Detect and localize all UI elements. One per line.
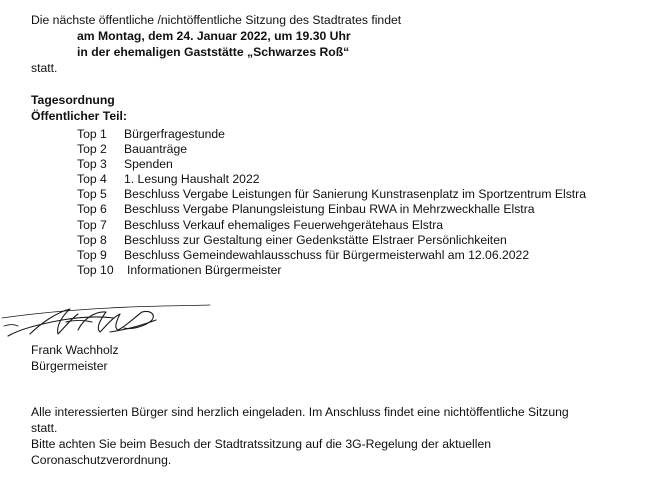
footer-regulation: Coronaschutzverordnung.: [31, 453, 172, 467]
agenda-item-text: Beschluss zur Gestaltung einer Gedenkstätte Elstraer Persönlichkeiten: [124, 232, 507, 247]
agenda-item-number: Top 7: [77, 217, 107, 232]
agenda-item-text: Beschluss Gemeindewahlausschuss für Bürgermeisterwahl am 12.06.2022: [124, 247, 530, 262]
list-item: [77, 127, 586, 142]
list-item: [77, 172, 586, 187]
agenda-item-text: Spenden: [124, 157, 173, 172]
signatory-name: Frank Wachholz: [31, 343, 119, 357]
signatory-title: Bürgermeister: [31, 359, 108, 373]
agenda-item-number: Top 9: [77, 247, 107, 262]
list-item: [77, 157, 586, 172]
agenda-item-text: Bürgerfragestunde: [124, 127, 225, 141]
meeting-location: in der ehemaligen Gaststätte „Schwarzes Roß“: [77, 45, 350, 59]
agenda-item-number: Top 3: [77, 157, 107, 172]
list-item: [77, 233, 586, 248]
agenda-item-text: Beschluss Vergabe Planungsleistung Einbau RWA in Mehrzweckhalle Elstra: [124, 202, 535, 217]
intro-statt: statt.: [31, 61, 58, 75]
agenda-item-number: Top 10: [77, 262, 114, 277]
agenda-item-number: Top 4: [77, 172, 107, 187]
footer-statt: statt.: [31, 421, 58, 435]
meeting-date: am Montag, dem 24. Januar 2022, um 19.30 Uhr: [77, 29, 351, 43]
list-item: [77, 187, 586, 202]
list-item: [77, 202, 586, 217]
agenda-item-text: 1. Lesung Haushalt 2022: [124, 172, 260, 187]
agenda-heading: Tagesordnung: [31, 93, 115, 107]
agenda-item-text: Informationen Bürgermeister: [127, 262, 282, 277]
handwritten-signature: [0, 296, 220, 344]
footer-invitation: Alle interessierten Bürger sind herzlich eingeladen. Im Anschluss findet eine nichtöffentliche Sitzung: [31, 405, 569, 419]
agenda-item-text: Bauanträge: [124, 142, 188, 157]
list-item: [77, 263, 586, 278]
list-item: [77, 142, 586, 157]
footer-3g-notice: Bitte achten Sie beim Besuch der Stadtratssitzung auf die 3G-Regelung der aktuellen: [31, 437, 492, 451]
list-item: [77, 248, 586, 263]
agenda-item-text: Beschluss Verkauf ehemaliges Feuerwehgerätehaus Elstra: [124, 217, 444, 232]
agenda-item-number: Top 5: [77, 187, 107, 202]
intro-line: Die nächste öffentliche /nichtöffentliche Sitzung des Stadtrates findet: [31, 13, 402, 27]
agenda-subheading: Öffentlicher Teil:: [31, 109, 127, 123]
agenda-item-number: Top 6: [77, 202, 107, 217]
agenda-item-text: Beschluss Vergabe Leistungen für Sanierung Kunstrasenplatz im Sportzentrum Elstra: [124, 187, 587, 202]
agenda-item-number: Top 8: [77, 232, 107, 247]
agenda-item-number: Top 2: [77, 142, 107, 157]
agenda-list: [77, 127, 586, 278]
agenda-item-number: Top 1: [77, 127, 107, 141]
list-item: [77, 218, 586, 233]
